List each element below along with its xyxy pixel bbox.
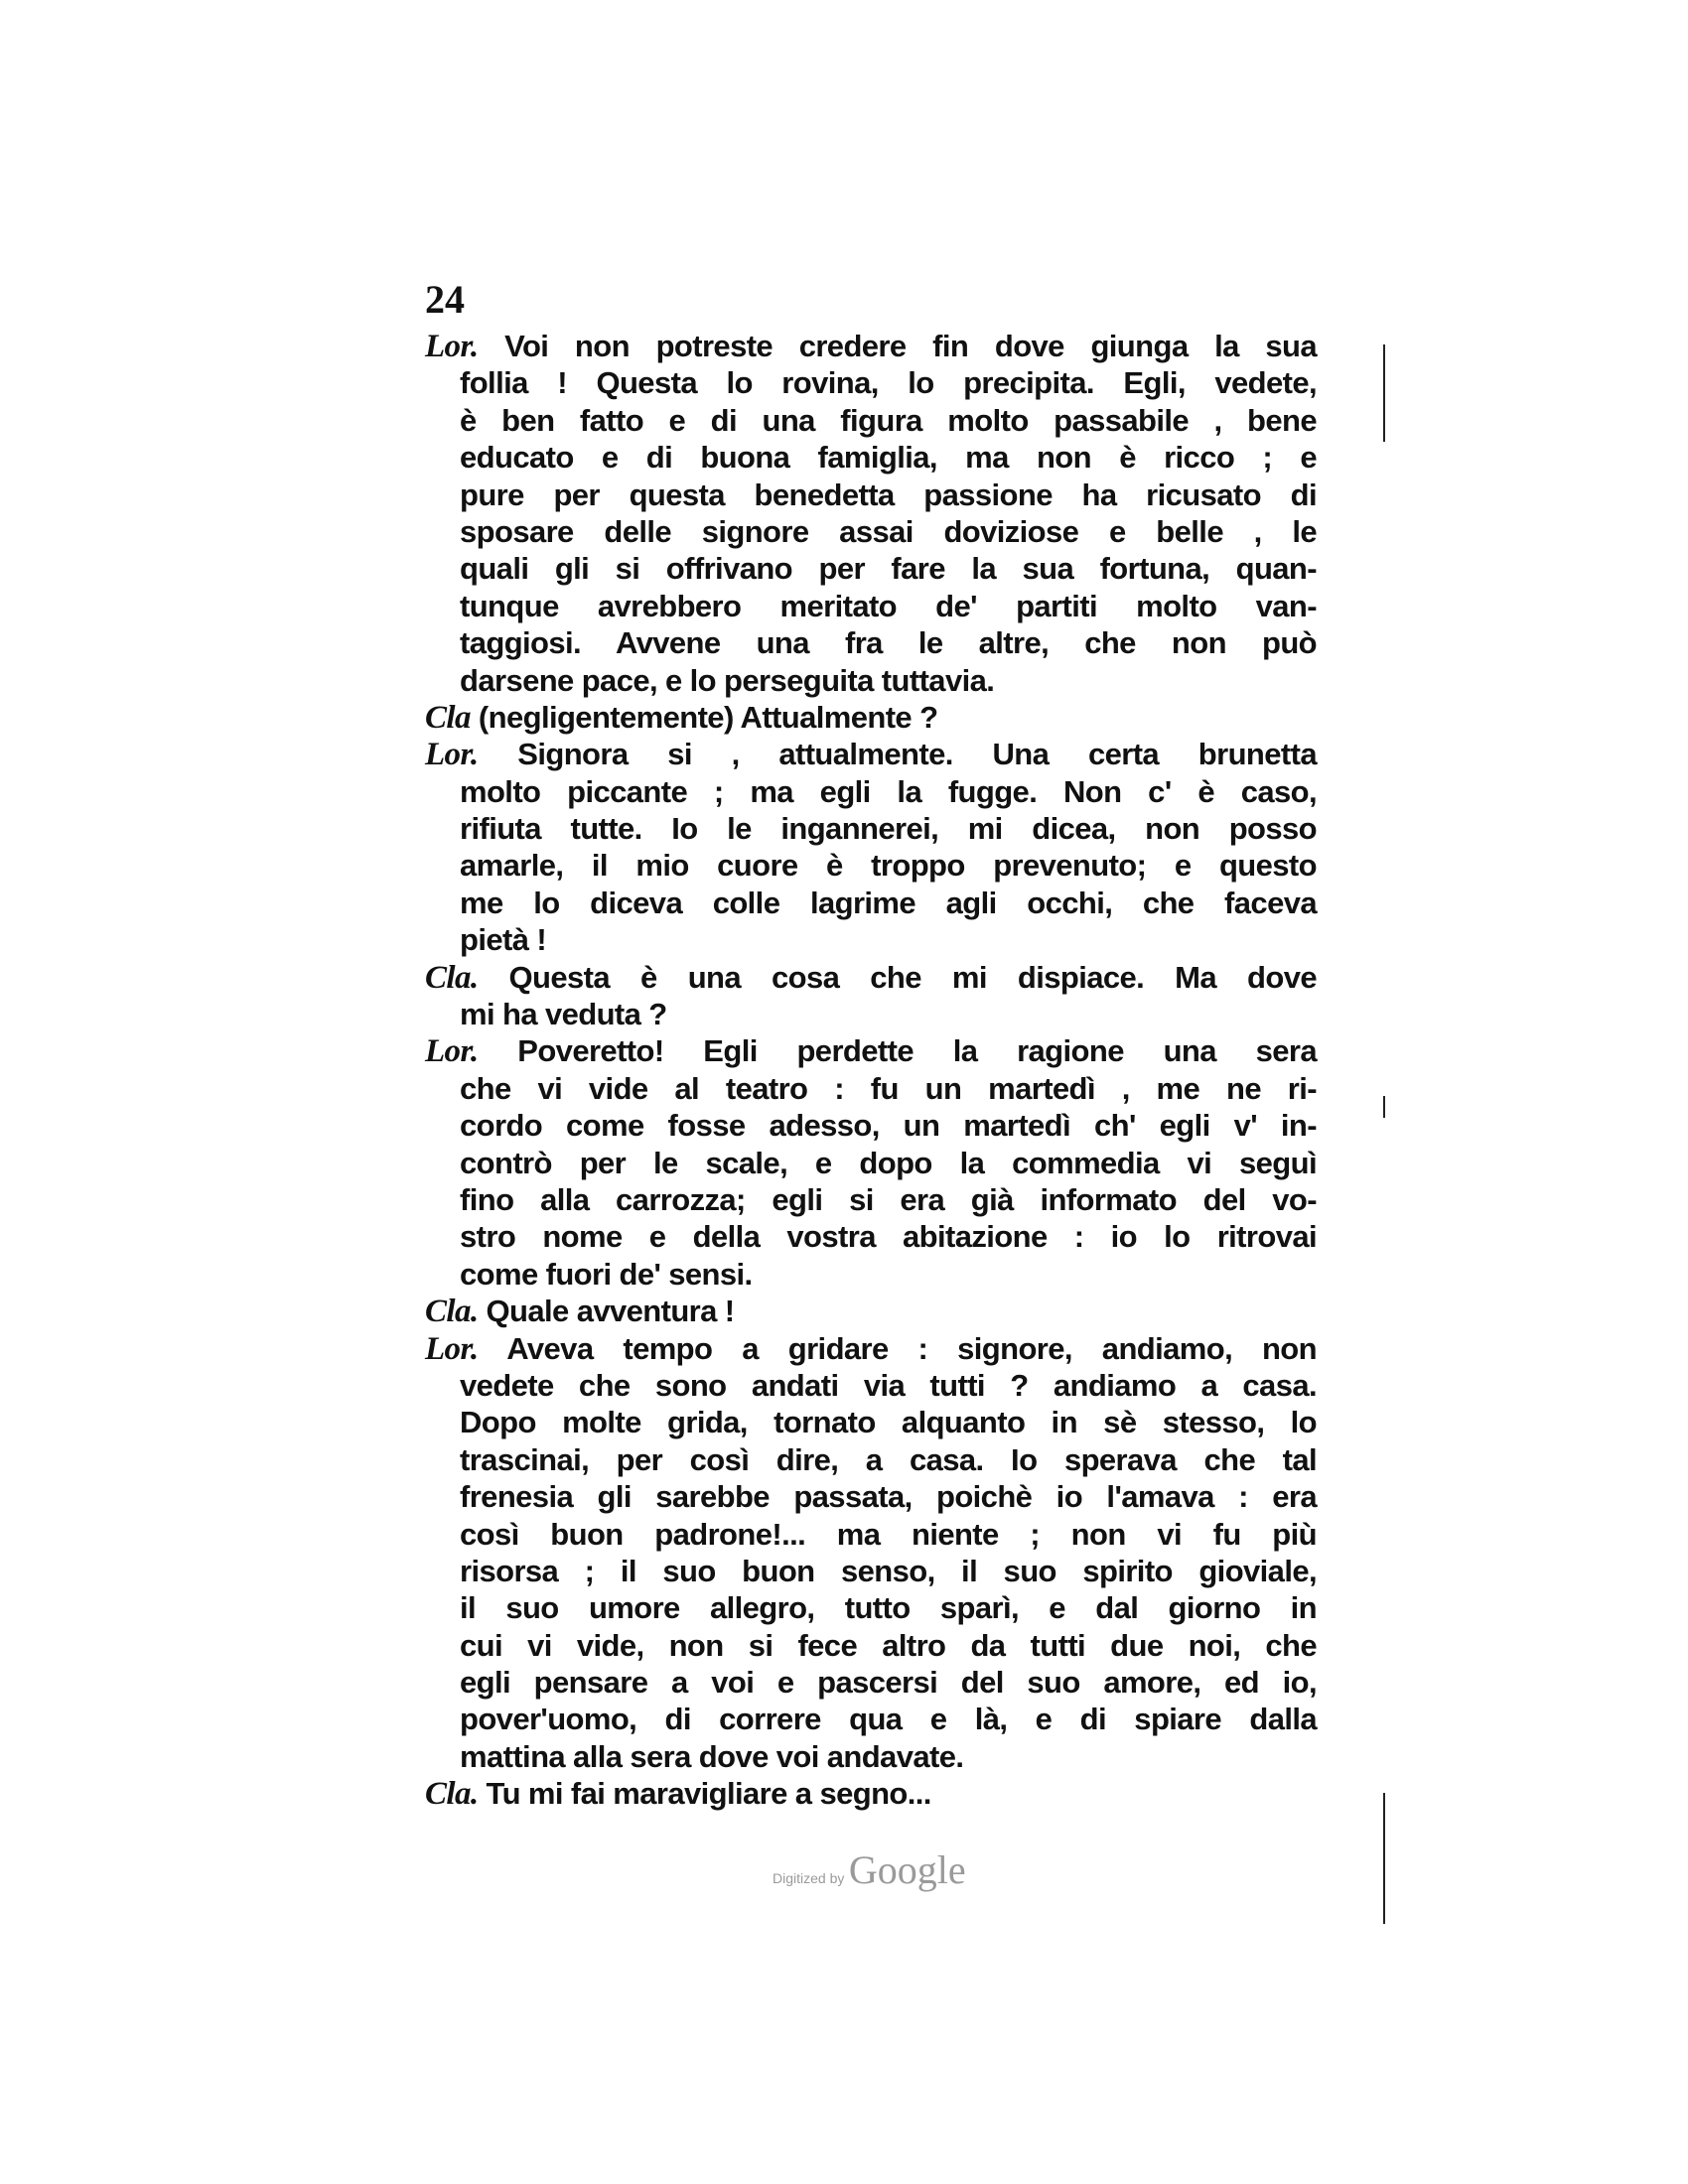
speech-first-line — [425, 1775, 1317, 1812]
speech-first-line — [425, 736, 1317, 772]
speech-line: molto piccante ; ma egli la fugge. Non c' è caso, — [460, 773, 1317, 809]
page-text — [425, 328, 1317, 1813]
speech-text: Signora si , attualmente. Una certa brunetta — [517, 737, 1317, 772]
speech-line: pure per questa benedetta passione ha ricusato di — [460, 477, 1317, 512]
speech-line: così buon padrone!... ma niente ; non vi fu più — [460, 1516, 1317, 1552]
speech-text: Quale avventura ! — [486, 1294, 735, 1329]
speech-text: Poveretto! Egli perdette la ragione una sera — [517, 1033, 1317, 1069]
speech-first-line — [425, 1330, 1317, 1367]
speech-line: risorsa ; il suo buon senso, il suo spirito gioviale, — [460, 1553, 1317, 1588]
speech-text: (negligentemente) Attualmente ? — [478, 699, 938, 735]
speech-line: taggiosi. Avvene una fra le altre, che non può — [460, 625, 1317, 661]
speech-line: rifiuta tutte. Io le ingannerei, mi dicea, non posso — [460, 811, 1317, 847]
speech-first-line — [425, 1293, 1317, 1329]
speaker-label: Cla. — [425, 959, 479, 996]
speech-line: me lo diceva colle lagrime agli occhi, che faceva — [460, 885, 1317, 920]
speech-line: stro nome e della vostra abitazione : io lo ritrovai — [460, 1219, 1317, 1255]
speaker-label: Cla. — [425, 1294, 479, 1330]
speech-line: mi ha veduta ? — [460, 997, 667, 1032]
speech-line: sposare delle signore assai doviziose e belle , le — [460, 513, 1317, 549]
speech-text: Tu mi fai maravigliare a segno... — [486, 1776, 931, 1812]
speech-line: trascinai, per così dire, a casa. Io sperava che tal — [460, 1441, 1317, 1477]
speech-line: darsene pace, e lo perseguita tuttavia. — [460, 662, 995, 698]
speaker-label: Cla — [425, 699, 471, 736]
speech-line: Dopo molte grida, tornato alquanto in sè stesso, lo — [460, 1405, 1317, 1440]
speech-line: amarle, il mio cuore è troppo prevenuto; e questo — [460, 848, 1317, 884]
speech-line: che vi vide al teatro : fu un martedì , me ne ri- — [460, 1070, 1317, 1106]
speech-line: fino alla carrozza; egli si era già informato del vo- — [460, 1181, 1317, 1217]
speech-text: Aveva tempo a gridare : signore, andiamo, non — [506, 1330, 1317, 1366]
speech-line: cui vi vide, non si fece altro da tutti due noi, che — [460, 1627, 1317, 1663]
watermark-brand: Google — [848, 1847, 966, 1892]
scan-edge-line — [1383, 1096, 1385, 1118]
speech-line: follia ! Questa lo rovina, lo precipita. Egli, vedete, — [460, 365, 1317, 401]
scan-edge-line — [1383, 1793, 1385, 1924]
speech-line: cordo come fosse adesso, un martedì ch' egli v' in- — [460, 1108, 1317, 1144]
speech-line: contrò per le scale, e dopo la commedia vi seguì — [460, 1145, 1317, 1180]
speech-line: il suo umore allegro, tutto sparì, e dal giorno in — [460, 1590, 1317, 1626]
watermark-prefix: Digitized by — [773, 1870, 845, 1886]
speech-text: Questa è una cosa che mi dispiace. Ma dove — [508, 959, 1317, 995]
speech-first-line — [425, 959, 1317, 996]
speaker-label: Lor. — [425, 1330, 479, 1367]
speaker-label: Lor. — [425, 737, 479, 773]
speech-line: egli pensare a voi e pascersi del suo amore, ed io, — [460, 1665, 1317, 1701]
speech-first-line — [425, 328, 1317, 364]
speech-line: vedete che sono andati via tutti ? andiamo a casa. — [460, 1367, 1317, 1403]
speaker-label: Lor. — [425, 329, 479, 364]
speech-line: è ben fatto e di una figura molto passabile , bene — [460, 402, 1317, 438]
speech-line: pover'uomo, di correre qua e là, e di spiare dalla — [460, 1702, 1317, 1737]
speech-first-line — [425, 1032, 1317, 1069]
speaker-label: Cla. — [425, 1776, 479, 1813]
speech-line: quali gli si offrivano per fare la sua fortuna, quan- — [460, 551, 1317, 587]
speech-first-line — [425, 699, 1317, 736]
speech-line: educato e di buona famiglia, ma non è ricco ; e — [460, 440, 1317, 476]
page-number: 24 — [425, 277, 465, 322]
speech-line: frenesia gli sarebbe passata, poichè io l'amava : era — [460, 1479, 1317, 1515]
speech-line: mattina alla sera dove voi andavate. — [460, 1738, 964, 1774]
speaker-label: Lor. — [425, 1033, 479, 1070]
speech-line: tunque avrebbero meritato de' partiti molto van- — [460, 588, 1317, 623]
scan-edge-line — [1383, 344, 1385, 442]
google-watermark — [773, 1846, 966, 1893]
speech-text: Voi non potreste credere fin dove giunga la sua — [504, 329, 1317, 363]
speech-line: pietà ! — [460, 922, 547, 958]
speech-line: come fuori de' sensi. — [460, 1256, 753, 1292]
